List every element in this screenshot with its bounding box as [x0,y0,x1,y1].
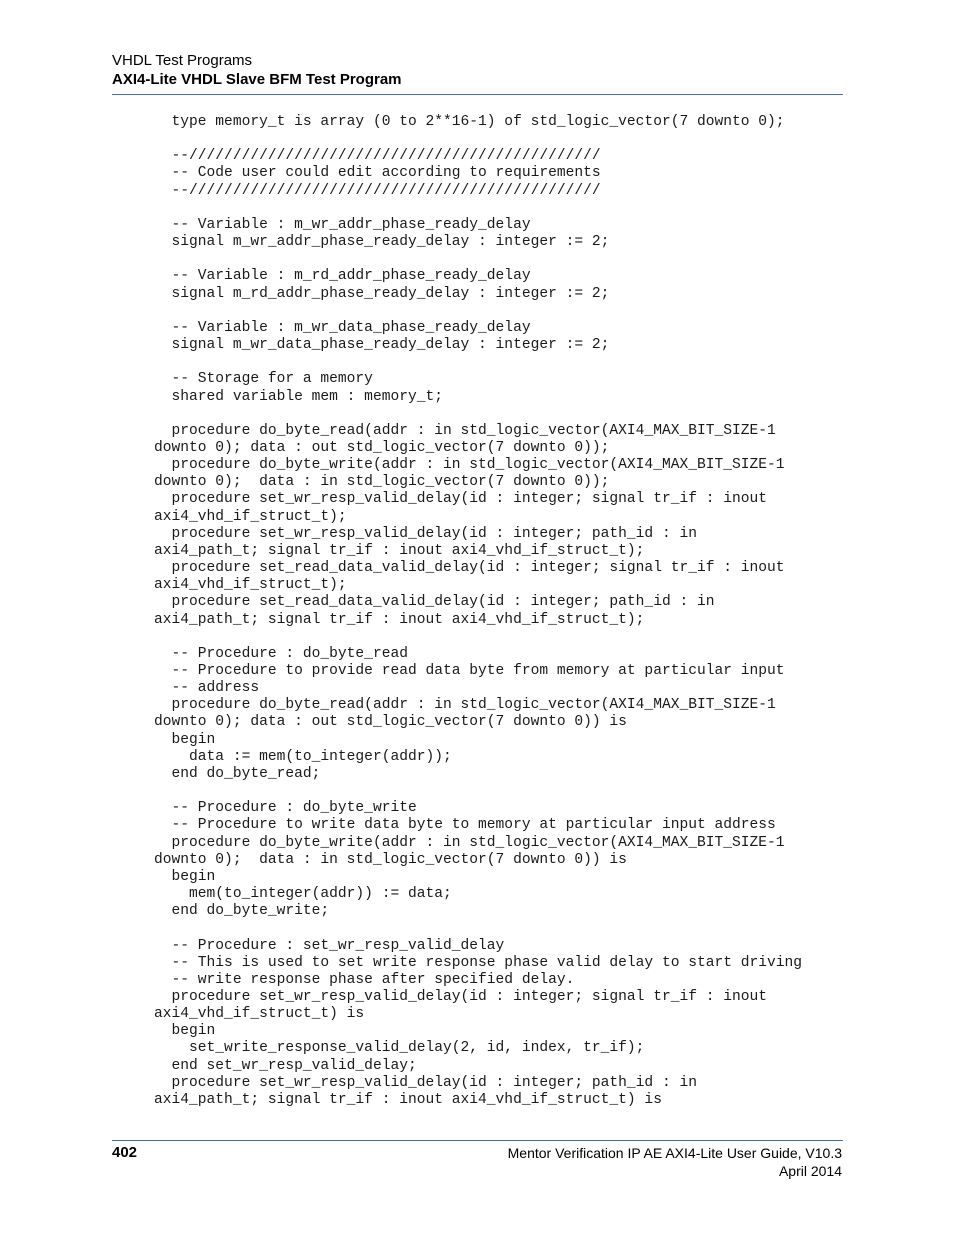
code-line: procedure set_wr_resp_valid_delay(id : integer; signal tr_if : inout [154,988,768,1005]
code-line: signal m_wr_data_phase_ready_delay : integer := 2; [154,337,610,354]
code-line: axi4_vhd_if_struct_t) is [154,1006,365,1023]
code-line: data := mem(to_integer(addr)); [154,748,452,765]
code-line: procedure set_wr_resp_valid_delay(id : integer; path_id : in [154,525,697,542]
code-line: type memory_t is array (0 to 2**16-1) of std_logic_vector(7 downto 0); [154,114,785,130]
code-line: signal m_rd_addr_phase_ready_delay : integer := 2; [154,285,610,302]
code-line: procedure set_read_data_valid_delay(id : integer; path_id : in [154,594,715,611]
code-line: -- Procedure : set_wr_resp_valid_delay [154,937,505,954]
header-divider [112,94,843,95]
document-title: Mentor Verification IP AE AXI4-Lite User Guide, V10.3 [507,1145,842,1161]
code-line: -- This is used to set write response phase valid delay to start driving [154,954,803,971]
code-listing [154,114,802,1109]
code-line: end set_wr_resp_valid_delay; [154,1057,417,1074]
code-line: end do_byte_write; [154,903,330,920]
code-line: procedure set_wr_resp_valid_delay(id : integer; signal tr_if : inout [154,491,768,508]
page-header [112,51,843,89]
code-line: procedure do_byte_write(addr : in std_logic_vector(AXI4_MAX_BIT_SIZE-1 [154,834,785,851]
code-line: -- Procedure : do_byte_read [154,645,408,662]
code-line: procedure do_byte_write(addr : in std_logic_vector(AXI4_MAX_BIT_SIZE-1 [154,457,785,474]
code-line: begin [154,868,216,885]
code-line: end do_byte_read; [154,765,321,782]
code-line: -- address [154,680,260,697]
code-line: axi4_path_t; signal tr_if : inout axi4_vhd_if_struct_t); [154,611,645,628]
code-line: -- Code user could edit according to requirements [154,165,601,182]
subsection-title: AXI4-Lite VHDL Slave BFM Test Program [112,71,402,88]
page-number: 402 [112,1144,138,1161]
code-line: axi4_path_t; signal tr_if : inout axi4_vhd_if_struct_t) is [154,1091,662,1108]
code-line: --/////////////////////////////////////////////// [154,182,601,199]
code-line: -- Procedure to write data byte to memory at particular input address [154,817,776,834]
code-line: downto 0); data : out std_logic_vector(7 downto 0)); [154,439,610,456]
code-line: --/////////////////////////////////////////////// [154,148,601,165]
code-line: downto 0); data : out std_logic_vector(7 downto 0)) is [154,714,627,731]
code-line: -- Variable : m_rd_addr_phase_ready_delay [154,268,531,285]
code-line: axi4_vhd_if_struct_t); [154,577,347,594]
code-line: -- Procedure : do_byte_write [154,800,417,817]
code-line: procedure set_wr_resp_valid_delay(id : integer; path_id : in [154,1074,697,1091]
code-line: begin [154,731,216,748]
footer-info [508,1144,842,1180]
code-line: -- Procedure to provide read data byte from memory at particular input [154,663,785,679]
document-date: April 2014 [778,1163,842,1179]
code-line: signal m_wr_addr_phase_ready_delay : integer := 2; [154,234,610,251]
code-line: shared variable mem : memory_t; [154,388,444,405]
code-line: axi4_vhd_if_struct_t); [154,508,347,525]
code-line: procedure set_read_data_valid_delay(id : integer; signal tr_if : inout [154,560,785,577]
code-line: -- Variable : m_wr_addr_phase_ready_delay [154,216,531,233]
code-line: -- Variable : m_wr_data_phase_ready_delay [154,319,531,336]
code-line: axi4_path_t; signal tr_if : inout axi4_vhd_if_struct_t); [154,542,645,559]
code-line: mem(to_integer(addr)) := data; [154,886,452,903]
code-line: procedure do_byte_read(addr : in std_logic_vector(AXI4_MAX_BIT_SIZE-1 [154,422,776,439]
code-line: -- Storage for a memory [154,371,373,388]
code-line: -- write response phase after specified delay. [154,971,575,988]
code-line: downto 0); data : in std_logic_vector(7 downto 0)) is [154,851,627,868]
code-line: downto 0); data : in std_logic_vector(7 downto 0)); [154,474,610,491]
code-line: procedure do_byte_read(addr : in std_logic_vector(AXI4_MAX_BIT_SIZE-1 [154,697,776,714]
code-line: set_write_response_valid_delay(2, id, index, tr_if); [154,1040,645,1057]
footer-divider [112,1140,843,1141]
code-line: begin [154,1023,216,1040]
section-title: VHDL Test Programs [112,52,253,69]
